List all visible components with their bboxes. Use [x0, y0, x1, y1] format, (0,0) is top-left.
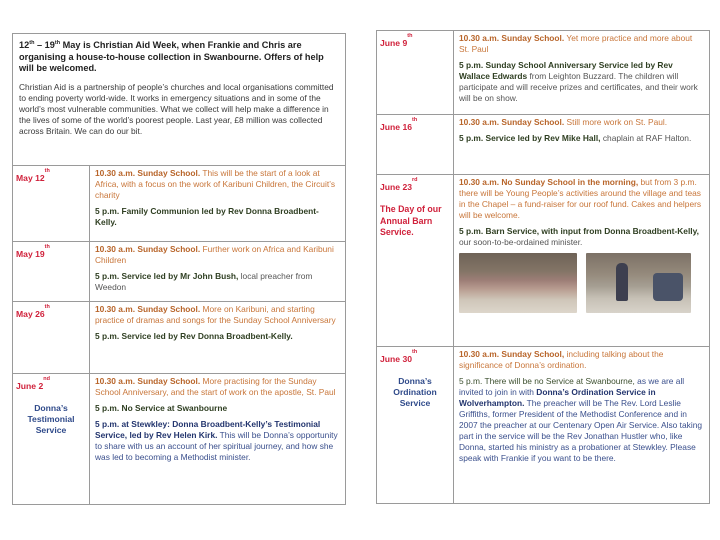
date-note: Donna’s Testimonial Service — [27, 403, 75, 435]
ev-desc: our soon-to-be-ordained minister. — [459, 237, 583, 247]
content-cell — [454, 115, 709, 174]
sunday-school-entry — [459, 33, 704, 55]
sunday-school-entry — [95, 304, 340, 326]
ordination-service-entry — [459, 376, 704, 464]
sunday-school-entry — [459, 117, 704, 128]
sep: – — [34, 40, 45, 50]
sup: nd — [43, 376, 50, 382]
content-cell — [90, 242, 345, 301]
schedule-row-june-30 — [377, 347, 709, 503]
date-label: June 2 — [16, 381, 44, 391]
ss-time: 10.30 a.m. Sunday School. — [95, 244, 201, 254]
ev-desc: from Leighton Buzzard. The children will participate and will receive prizes and certificates, and their work will be on show. — [459, 71, 698, 103]
date-label: May 19 — [16, 249, 45, 259]
ordination-title: Donna’s Ordination Service in Wolverhampton. — [459, 387, 656, 408]
content-cell — [90, 302, 345, 373]
sunday-school-entry — [459, 349, 704, 371]
testimonial-title: 5 p.m. at Stewkley: Donna Broadbent-Kelly’s Testimonial Service, led by Rev Helen Kirk. — [95, 419, 321, 440]
ev-title: 5 p.m. Service led by Rev Mike Hall, — [459, 133, 601, 143]
date-cell — [13, 166, 90, 241]
ss-desc: Still more work on St. Paul. — [564, 117, 668, 127]
barn-service-congregation-photo — [459, 253, 577, 313]
ev-title: 5 p.m. Barn Service, with input from Donna Broadbent-Kelly, — [459, 226, 699, 236]
evening-service-entry — [459, 226, 704, 248]
right-page — [376, 30, 710, 504]
ss-time: 10.30 a.m. Sunday School. — [95, 168, 201, 178]
evening-service-entry — [95, 206, 340, 228]
ev-desc: chaplain at RAF Halton. — [600, 133, 692, 143]
ss-desc: Yet more practice and more about St. Paul — [459, 33, 693, 54]
ss-time: 10.30 a.m. Sunday School. — [459, 33, 565, 43]
ev-title: 5 p.m. Service led by Rev Donna Broadbent-Kelly. — [95, 331, 293, 341]
date-note: Donna’s Ordination Service — [393, 376, 437, 408]
ss-desc: including talking about the significance of Donna’s ordination. — [459, 349, 664, 370]
schedule-row-june-23 — [377, 175, 709, 347]
date-cell — [13, 374, 90, 504]
sunday-school-entry — [95, 376, 340, 398]
ss-time: 10.30 a.m. Sunday School, — [459, 349, 565, 359]
sunday-school-entry — [95, 244, 340, 266]
date-cell — [377, 31, 454, 114]
schedule-row-june-2 — [13, 374, 345, 504]
schedule-row-june-16 — [377, 115, 709, 175]
schedule-row-june-9 — [377, 31, 709, 115]
invite-text: as we are all invited to join in with — [459, 376, 685, 397]
ev-desc: local preacher from Weedon — [95, 271, 313, 292]
ss-time: 10.30 a.m. No Sunday School in the morning, — [459, 177, 639, 187]
ordination-desc: The preacher will be The Rev. Lord Leslie Griffiths, former President of the Methodist Conference and in 2007 the preacher at our Centenary Open Air Service. Also taking part in the service will be the Rev Jonathan Hustler who, like Donna, started his ministry as a probationer at Stewkley. Please speak with Frankie if you want to be there. — [459, 398, 703, 463]
sup: th — [407, 33, 413, 39]
christian-aid-headline — [19, 40, 339, 75]
evening-service-entry — [95, 271, 340, 293]
christian-aid-body: Christian Aid is a partnership of people’s churches and local organisations committed to ending poverty world-wide. It works in emergency situations and in some of the world’s most vulnerable communities. What we collect will help make a difference in the lives of some of the world’s poorest people. Last year, £8 million was collected across Britain. We can do our bit. — [19, 81, 334, 136]
date-cell — [377, 115, 454, 174]
photo-strip — [459, 253, 704, 313]
headline-text: May is Christian Aid Week, when Frankie and Chris are organising a house-to-house collection in Swanbourne. Offers of help will be welcomed. — [19, 40, 324, 74]
sunday-school-entry — [95, 168, 340, 201]
date-note: The Day of our Annual Barn Service. — [380, 204, 442, 237]
testimonial-service-entry — [95, 419, 340, 463]
schedule-row-may-12 — [13, 166, 345, 242]
ss-time: 10.30 a.m. Sunday School. — [95, 376, 201, 386]
date-end: 19 — [44, 40, 55, 50]
ss-desc: More on Karibuni, and starting practice of dramas and songs for the Sunday School Anniversary — [95, 304, 336, 325]
date-cell — [13, 302, 90, 373]
sup: th — [54, 40, 61, 46]
date-label: May 26 — [16, 309, 45, 319]
schedule-row-may-26 — [13, 302, 345, 374]
barn-service-preacher-photo — [586, 253, 691, 313]
sup: rd — [412, 177, 418, 183]
sup: th — [412, 117, 418, 123]
content-cell — [90, 166, 345, 241]
sup: th — [29, 40, 35, 46]
date-label: June 16 — [380, 122, 413, 132]
date-start: 12 — [19, 40, 30, 50]
date-label: June 30 — [380, 354, 413, 364]
ss-desc: More practising for the Sunday School Anniversary, and the start of work on the apostle, St. Paul — [95, 376, 336, 397]
content-cell — [90, 374, 345, 504]
ev-title: 5 p.m. Service led by Mr John Bush, — [95, 271, 239, 281]
sup: th — [44, 244, 50, 250]
date-cell — [13, 242, 90, 301]
schedule-row-may-19 — [13, 242, 345, 302]
no-service-notice: 5 p.m. There will be no Service at Swanbourne, — [459, 376, 635, 386]
evening-service-entry — [95, 403, 340, 414]
content-cell — [454, 175, 709, 346]
content-cell — [454, 31, 709, 114]
date-cell — [377, 347, 454, 503]
sup: th — [44, 168, 50, 174]
ss-time: 10.30 a.m. Sunday School. — [459, 117, 565, 127]
content-cell — [454, 347, 709, 503]
sup: th — [44, 304, 50, 310]
left-page — [12, 33, 346, 505]
testimonial-desc: This will be Donna’s opportunity to share with us an account of her spiritual journey, and how she was led to becoming a Methodist minister. — [95, 430, 338, 462]
evening-service-entry — [459, 60, 704, 104]
ev-title: 5 p.m. No Service at Swanbourne — [95, 403, 228, 413]
date-label: June 23 — [380, 182, 413, 192]
ss-desc: but from 3 p.m. there will be Young People’s activities around the village and teas in the Chapel – a fund-raiser for our roof fund. Cakes and helpers will be welcome. — [459, 177, 702, 220]
ss-time: 10.30 a.m. Sunday School. — [95, 304, 201, 314]
ev-title: 5 p.m. Sunday School Anniversary Service led by Rev Wallace Edwards — [459, 60, 673, 81]
sup: th — [412, 349, 418, 355]
evening-service-entry — [459, 133, 704, 144]
ss-desc: This will be the start of a look at Africa, with a focus on the work of Karibuni Children, the Circuit’s charity — [95, 168, 336, 200]
ev-title: 5 p.m. Family Communion led by Rev Donna Broadbent-Kelly. — [95, 206, 319, 227]
christian-aid-notice — [13, 34, 345, 166]
sunday-school-entry — [459, 177, 704, 221]
date-cell — [377, 175, 454, 346]
ss-desc: Further work on Africa and Karibuni Children — [95, 244, 334, 265]
date-label: May 12 — [16, 173, 45, 183]
date-label: June 9 — [380, 38, 408, 48]
evening-service-entry — [95, 331, 340, 342]
